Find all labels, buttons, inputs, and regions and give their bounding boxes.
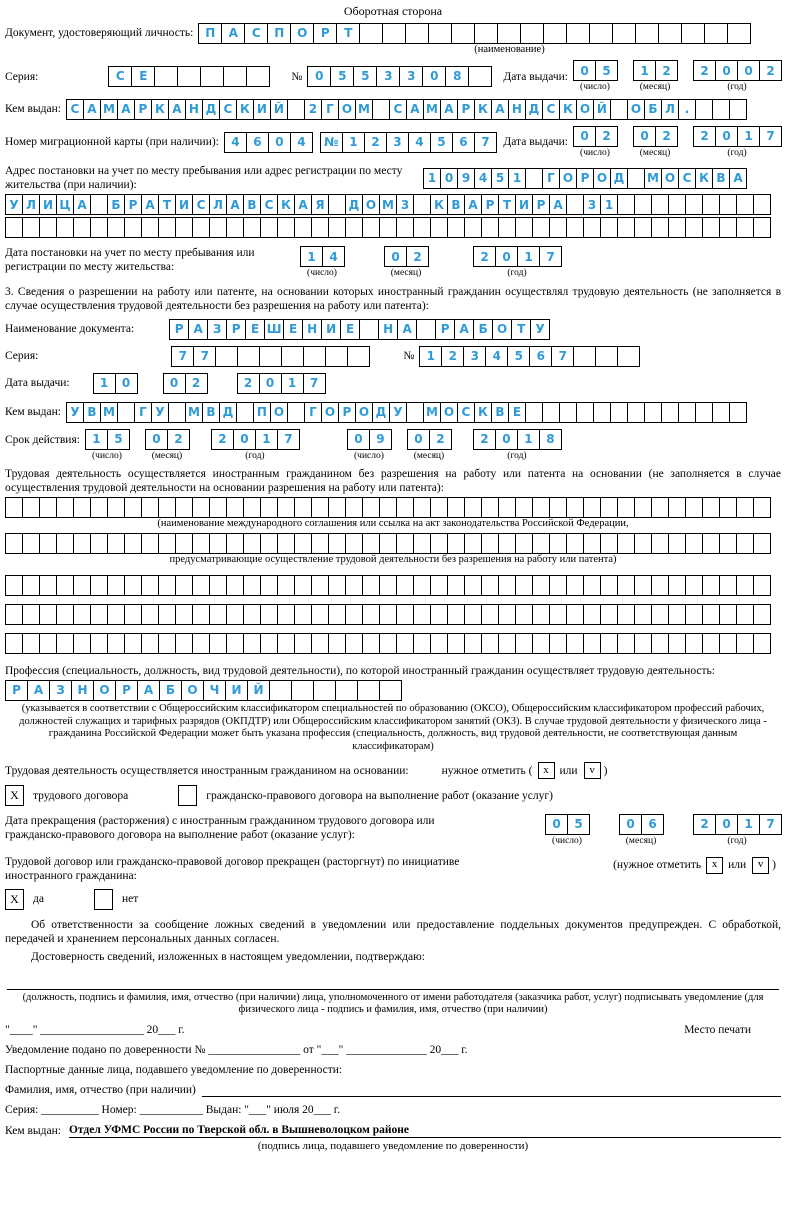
- basis-note-prefix: нужное отметить (: [441, 764, 533, 777]
- profession-label: Профессия (специальность, должность, вид трудовой деятельности), по которой иностранный гражданин осуществляет трудовую деятельность:: [5, 664, 715, 677]
- address-line3-row: [5, 217, 781, 238]
- day-caption: (число): [92, 450, 122, 461]
- agreement-boxes-5[interactable]: [5, 633, 770, 654]
- month-caption: (месяц): [390, 268, 422, 279]
- agreement-caption-1: (наименование международного соглашения или ссылка на акт законодательства Российской Федерации,: [157, 518, 629, 530]
- agreement-boxes-3[interactable]: [5, 575, 770, 596]
- identity-issue-year-boxes[interactable]: 2 0 0 2: [693, 60, 781, 81]
- s3-issued-by-boxes[interactable]: У В М Г У М В Д П О Г О Р О Д У М О С К В Е: [66, 402, 746, 423]
- series-number-issued-line[interactable]: Серия: __________ Номер: ___________ Выдан: "___" июля 20___ г.: [5, 1104, 341, 1117]
- termination-day-boxes[interactable]: 0 5: [545, 814, 589, 835]
- valid-to-day-boxes[interactable]: 0 9: [347, 429, 391, 450]
- doc-name-caption: (наименование): [474, 43, 545, 55]
- registration-month-group: [384, 246, 428, 278]
- no-permit-intro: Трудовая деятельность осуществляется иностранным гражданином без разрешения на работу или патента на основании (не заполняется в случае осуществления трудовой деятельности на основании разрешения на работу или патента):: [5, 468, 781, 495]
- labor-contract-label: трудового договора: [33, 789, 129, 802]
- identity-issued-by-boxes[interactable]: С А М А Р К А Н Д С К И Й 2 Г О М С А М А Р К А Н Д С К О Й О Б Л .: [66, 99, 746, 120]
- registration-day-group: [300, 246, 344, 278]
- initiative-note-prefix: (нужное отметить: [613, 858, 702, 871]
- registration-year-boxes[interactable]: 2 0 1 7: [473, 246, 561, 267]
- basis-note-suffix: ): [603, 764, 608, 777]
- day-caption: (число): [354, 450, 384, 461]
- initiative-label: Трудовой договор или гражданско-правовой договор прекращен (расторгнут) по инициативе иностранного гражданина:: [5, 855, 460, 882]
- issued-by-footer-label: Кем выдан:: [5, 1125, 61, 1138]
- agreement-boxes-1[interactable]: [5, 497, 770, 518]
- migration-month-group: [633, 126, 677, 158]
- identity-issue-date-label: Дата выдачи:: [503, 70, 568, 83]
- yes-no-row: [5, 889, 781, 910]
- registration-year-group: [473, 246, 561, 278]
- issued-by-footer-row: [5, 1123, 781, 1138]
- valid-from-year-group: [211, 429, 299, 461]
- initiative-mark-x-box[interactable]: х: [706, 857, 722, 874]
- identity-issued-by-label: Кем выдан:: [5, 103, 61, 116]
- valid-to-month-boxes[interactable]: 0 2: [407, 429, 451, 450]
- s3-issue-date-label: Дата выдачи:: [5, 377, 70, 390]
- passport-data-row: [5, 1063, 781, 1077]
- issued-by-footer-blank[interactable]: [69, 1123, 781, 1138]
- identity-number-boxes[interactable]: 0 5 5 3 3 0 8: [307, 66, 491, 87]
- place-of-seal-label: Место печати: [684, 1024, 751, 1037]
- identity-doc-label: Документ, удостоверяющий личность:: [5, 27, 194, 40]
- initiative-mark-v-box[interactable]: v: [752, 857, 768, 874]
- address-line3-boxes[interactable]: [5, 217, 770, 238]
- identity-issue-day-group: [573, 60, 617, 92]
- basis-mark-v-box[interactable]: v: [584, 762, 600, 779]
- agreement-boxes-4[interactable]: [5, 604, 770, 625]
- initiative-note: [613, 857, 781, 874]
- initiative-note-suffix: ): [772, 858, 776, 871]
- initiative-or-text: или: [728, 858, 747, 871]
- doc-name-label: Наименование документа:: [5, 323, 135, 336]
- agreement-boxes-row-3: [5, 575, 781, 596]
- identity-doc-row: [5, 23, 781, 44]
- month-caption: (месяц): [625, 836, 657, 847]
- civil-contract-checkbox[interactable]: [178, 785, 196, 806]
- profession-caption: (указывается в соответствии с Общероссийским классификатором специальностей по образованию (ОКСО), Общероссийским классификатором профессий рабочих, должностей служащих и тарифных разрядов (ОКПДТР) или Общероссийским классификатором занятий (ОКЗ). В случае трудовой деятельности у физического лица - гражданина Российской Федерации может быть указана профессия (специальность, должность, вид трудовой деятельности, не соответствующая данным классификаторам): [19, 702, 767, 753]
- address-line1-boxes[interactable]: 1 0 9 4 5 1 Г О Р О Д М О С К В А: [423, 168, 746, 189]
- agreement-boxes-row-4: [5, 604, 781, 625]
- migration-card-label: Номер миграционной карты (при наличии):: [5, 136, 219, 149]
- page-title: Оборотная сторона: [343, 4, 443, 18]
- contract-type-row: [5, 785, 781, 806]
- s3-issued-by-label: Кем выдан:: [5, 406, 61, 419]
- no-checkbox[interactable]: [94, 889, 112, 910]
- profession-boxes[interactable]: Р А З Н О Р А Б О Ч И Й: [5, 680, 401, 701]
- termination-month-group: [619, 814, 663, 846]
- year-caption: (год): [507, 450, 527, 461]
- yes-checkbox[interactable]: Х: [5, 889, 23, 910]
- identity-number-sign: №: [291, 70, 303, 83]
- termination-year-boxes[interactable]: 2 0 1 7: [693, 814, 781, 835]
- year-caption: (год): [245, 450, 265, 461]
- basis-label: Трудовая деятельность осуществляется иностранным гражданином на основании:: [5, 764, 409, 777]
- migration-year-boxes[interactable]: 2 0 1 7: [693, 126, 781, 147]
- day-caption: (число): [552, 836, 582, 847]
- s3-number-boxes[interactable]: 1 2 3 4 5 6 7: [419, 346, 639, 367]
- agreement-boxes-2[interactable]: [5, 533, 770, 554]
- labor-contract-checkbox[interactable]: Х: [5, 785, 23, 806]
- registration-day-boxes[interactable]: 1 4: [300, 246, 344, 267]
- identity-series-row: [5, 60, 781, 92]
- s3-number-sign: №: [403, 350, 415, 363]
- responsibility-paragraph: Об ответственности за сообщение ложных сведений в уведомлении или предоставление поддельных документов предупрежден. С обработкой, передачей и хранением персональных данных согласен.: [5, 918, 781, 945]
- month-caption: (месяц): [639, 147, 671, 158]
- migration-day-group: [573, 126, 617, 158]
- initiative-row: [5, 855, 781, 883]
- no-label: нет: [121, 893, 139, 906]
- s3-series-label: Серия:: [5, 350, 39, 363]
- identity-doc-name-boxes[interactable]: П А С П О Р Т: [198, 23, 750, 44]
- month-caption: (месяц): [413, 450, 445, 461]
- identity-issue-month-boxes[interactable]: 1 2: [633, 60, 677, 81]
- basis-or-text: или: [559, 764, 578, 777]
- termination-date-row: [5, 814, 781, 846]
- valid-from-year-boxes[interactable]: 2 0 1 7: [211, 429, 299, 450]
- valid-from-month-boxes[interactable]: 0 2: [145, 429, 189, 450]
- day-caption: (число): [307, 268, 337, 279]
- migration-day-boxes[interactable]: 0 2: [573, 126, 617, 147]
- confirm-paragraph: Достоверность сведений, изложенных в настоящем уведомлении, подтверждаю:: [31, 950, 425, 963]
- valid-from-day-boxes[interactable]: 1 5: [85, 429, 129, 450]
- identity-issued-by-row: [5, 99, 781, 120]
- s3-issue-day-boxes[interactable]: 1 0: [93, 373, 137, 394]
- identity-issue-day-boxes[interactable]: 0 5: [573, 60, 617, 81]
- final-caption: (подпись лица, подавшего уведомление по доверенности): [257, 1140, 529, 1153]
- validity-row: [5, 429, 781, 461]
- address-label: Адрес постановки на учет по месту пребывания или адрес регистрации по месту жительства (при наличии):: [5, 165, 403, 192]
- migration-series-boxes[interactable]: 4 6 0 4: [224, 132, 312, 153]
- address-row: [5, 164, 781, 192]
- passport-data-label: Паспортные данные лица, подавшего уведомление по доверенности:: [5, 1064, 343, 1077]
- basis-row: [5, 762, 781, 779]
- identity-series-label: Серия:: [5, 70, 39, 83]
- agreement-boxes-row-5: [5, 633, 781, 654]
- identity-series-boxes[interactable]: С Е: [108, 66, 269, 87]
- identity-issue-year-group: [693, 60, 781, 92]
- attorney-row: [5, 1043, 781, 1057]
- migration-number-boxes[interactable]: № 1 2 3 4 5 6 7: [320, 132, 496, 153]
- s3-issue-year-boxes[interactable]: 2 0 1 7: [237, 373, 325, 394]
- agreement-caption-2: предусматривающие осуществление трудовой деятельности без разрешения на работу или патента): [169, 554, 617, 566]
- series-number-issued-row: [5, 1103, 781, 1117]
- migration-year-group: [693, 126, 781, 158]
- date-blank[interactable]: "____" __________________ 20___ г.: [5, 1024, 185, 1037]
- attorney-line[interactable]: Уведомление подано по доверенности № ________________ от "___" ______________ 20___ г.: [5, 1044, 468, 1057]
- fullname-row: [5, 1083, 781, 1097]
- doc-name-boxes[interactable]: Р А З Р Е Ш Е Н И Е Н А Р А Б О Т У: [169, 319, 549, 340]
- month-caption: (месяц): [639, 82, 671, 93]
- termination-month-boxes[interactable]: 0 6: [619, 814, 663, 835]
- valid-to-month-group: [407, 429, 451, 461]
- identity-issue-month-group: [633, 60, 677, 92]
- day-caption: (число): [580, 147, 610, 158]
- valid-to-year-group: [473, 429, 561, 461]
- year-caption: (год): [727, 82, 747, 93]
- s3-issue-date-row: [5, 373, 781, 394]
- s3-issued-by-row: [5, 402, 781, 423]
- doc-name-row: [5, 319, 781, 340]
- registration-date-row: [5, 246, 781, 278]
- valid-from-month-group: [145, 429, 189, 461]
- year-caption: (год): [727, 147, 747, 158]
- basis-mark-x-box[interactable]: х: [538, 762, 554, 779]
- agreement-boxes-row-2: [5, 533, 781, 554]
- migration-card-row: [5, 126, 781, 158]
- month-caption: (месяц): [151, 450, 183, 461]
- date-seal-row: [5, 1023, 781, 1037]
- agreement-boxes-row-1: [5, 497, 781, 518]
- registration-month-boxes[interactable]: 0 2: [384, 246, 428, 267]
- signature-line[interactable]: [7, 974, 779, 990]
- valid-to-year-boxes[interactable]: 2 0 1 8: [473, 429, 561, 450]
- address-line2-row: [5, 194, 781, 215]
- profession-row: [5, 680, 781, 701]
- termination-year-group: [693, 814, 781, 846]
- issued-by-footer-value: Отдел УФМС России по Тверской обл. в Вышневолоцком районе: [68, 1124, 409, 1137]
- termination-day-group: [545, 814, 589, 846]
- validity-label: Срок действия:: [5, 433, 80, 446]
- year-caption: (год): [507, 268, 527, 279]
- signature-caption: (должность, подпись и фамилия, имя, отчество (при наличии) лица, уполномоченного от имени работодателя (заказчика работ, услуг) подписывать уведомление (для физического лица - подпись и фамилия, имя, отчество (при наличии): [22, 991, 764, 1016]
- valid-from-day-group: [85, 429, 129, 461]
- valid-to-day-group: [347, 429, 391, 461]
- yes-label: да: [33, 893, 44, 906]
- termination-date-label: Дата прекращения (расторжения) с иностранным гражданином трудового договора или гражданско-правового договора на выполнение работ (оказание услуг):: [5, 815, 435, 842]
- migration-issue-date-label: Дата выдачи:: [503, 136, 568, 149]
- registration-date-label: Дата постановки на учет по месту пребывания или регистрации по месту жительства:: [5, 247, 255, 274]
- fullname-label: Фамилия, имя, отчество (при наличии): [5, 1084, 196, 1097]
- year-caption: (год): [727, 836, 747, 847]
- fullname-blank[interactable]: [202, 1083, 781, 1097]
- address-line2-boxes[interactable]: У Л И Ц А Б Р А Т И С Л А В С К А Я Д О М 3 К В А Р Т И Р А 3 1: [5, 194, 770, 215]
- s3-series-row: [5, 346, 781, 367]
- day-caption: (число): [580, 82, 610, 93]
- s3-issue-month-boxes[interactable]: 0 2: [163, 373, 207, 394]
- section3-intro: 3. Сведения о разрешении на работу или патенте, на основании которых иностранный гражданин осуществлял трудовую деятельность (не заполняется в случае осуществления трудовой деятельности без разрешения на работу или патента):: [5, 285, 781, 312]
- civil-contract-label: гражданско-правового договора на выполнение работ (оказание услуг): [206, 789, 553, 802]
- migration-month-boxes[interactable]: 0 2: [633, 126, 677, 147]
- s3-series-boxes[interactable]: 7 7: [171, 346, 369, 367]
